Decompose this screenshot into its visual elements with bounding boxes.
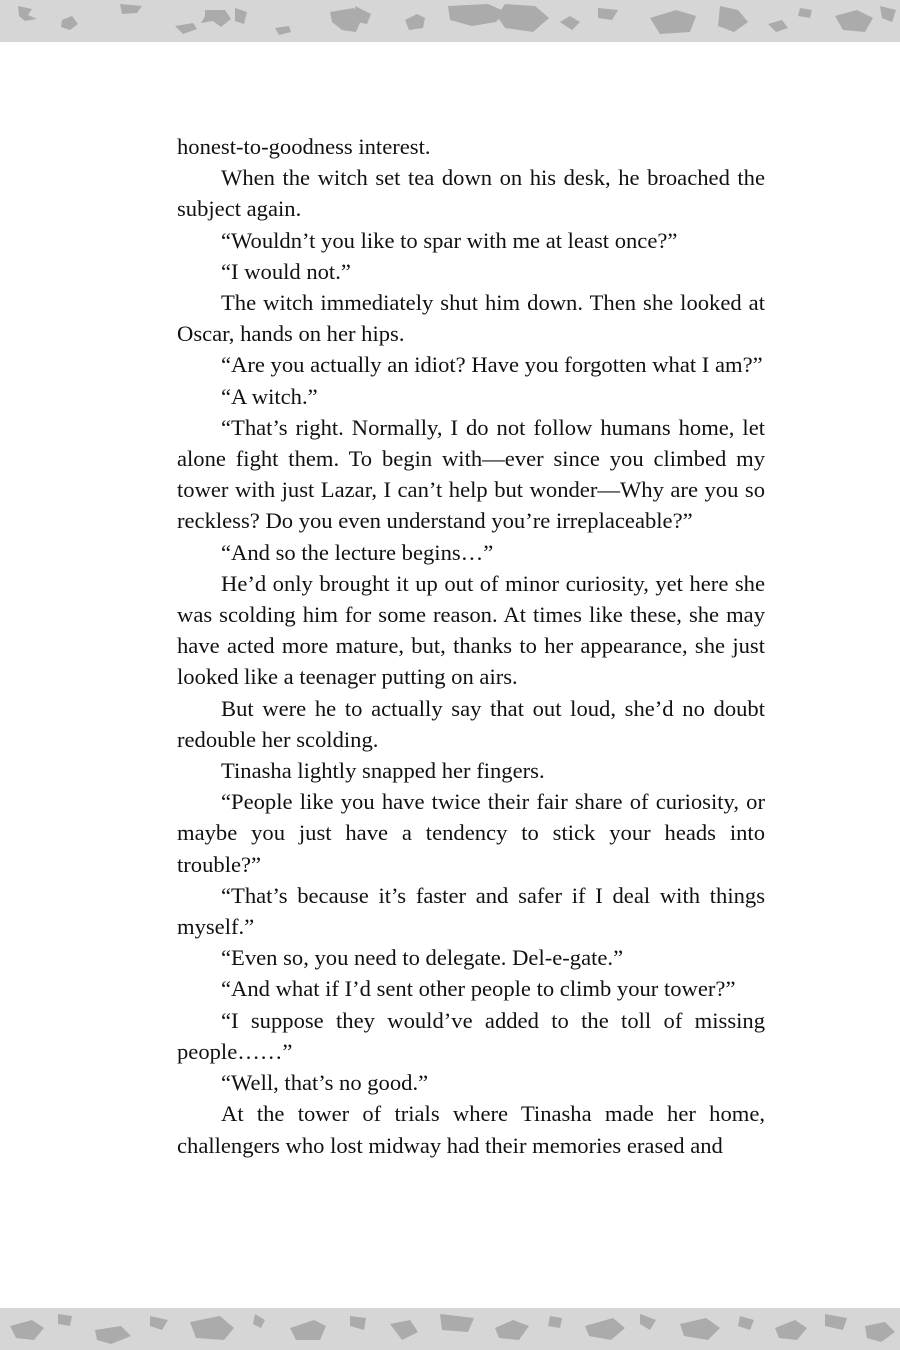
paragraph: The witch immediately shut him down. Then she looked at Oscar, hands on her hips. bbox=[177, 290, 765, 347]
paragraph: “A witch.” bbox=[221, 383, 318, 409]
top-decorative-band bbox=[0, 0, 900, 42]
paragraph: “That’s right. Normally, I do not follow humans home, let alone fight them. To begin with—ever since you climbed my tower with just Lazar, I can’t help but wonder—Why are you so reckless? Do you even understand you’re irreplaceable?” bbox=[177, 414, 765, 534]
paragraph: “Well, that’s no good.” bbox=[221, 1070, 429, 1096]
paragraph: “I suppose they would’ve added to the toll of missing people……” bbox=[177, 1007, 765, 1064]
paragraph: When the witch set tea down on his desk, he broached the subject again. bbox=[177, 165, 765, 222]
bottom-band-texture bbox=[0, 1308, 900, 1350]
top-band-texture bbox=[0, 0, 900, 42]
paragraph: Tinasha lightly snapped her fingers. bbox=[221, 758, 545, 784]
paragraph: “That’s because it’s faster and safer if I deal with things myself.” bbox=[177, 882, 765, 940]
paragraph: “Are you actually an idiot? Have you forgotten what I am?” bbox=[221, 352, 763, 378]
paragraph: “Even so, you need to delegate. Del-e-gate.” bbox=[221, 945, 624, 971]
bottom-decorative-band bbox=[0, 1308, 900, 1350]
paragraph: honest-to-goodness interest. bbox=[177, 134, 431, 159]
page-body-text bbox=[177, 131, 765, 1161]
paragraph: “Wouldn’t you like to spar with me at least once?” bbox=[221, 227, 678, 253]
paragraph: He’d only brought it up out of minor curiosity, yet here she was scolding him for some reason. At times like these, she may have acted more mature, but, thanks to her appearance, she just looked like a teenager putting on airs. bbox=[177, 570, 765, 690]
paragraph: “I would not.” bbox=[221, 258, 351, 284]
paragraph: “And so the lecture begins…” bbox=[221, 539, 494, 565]
paragraph: “And what if I’d sent other people to climb your tower?” bbox=[221, 976, 736, 1002]
paragraph: At the tower of trials where Tinasha made her home, challengers who lost midway had their memories erased and bbox=[177, 1101, 765, 1158]
paragraph: But were he to actually say that out loud, she’d no doubt redouble her scolding. bbox=[177, 695, 765, 752]
paragraph: “People like you have twice their fair share of curiosity, or maybe you just have a tendency to stick your heads into trouble?” bbox=[177, 789, 765, 877]
